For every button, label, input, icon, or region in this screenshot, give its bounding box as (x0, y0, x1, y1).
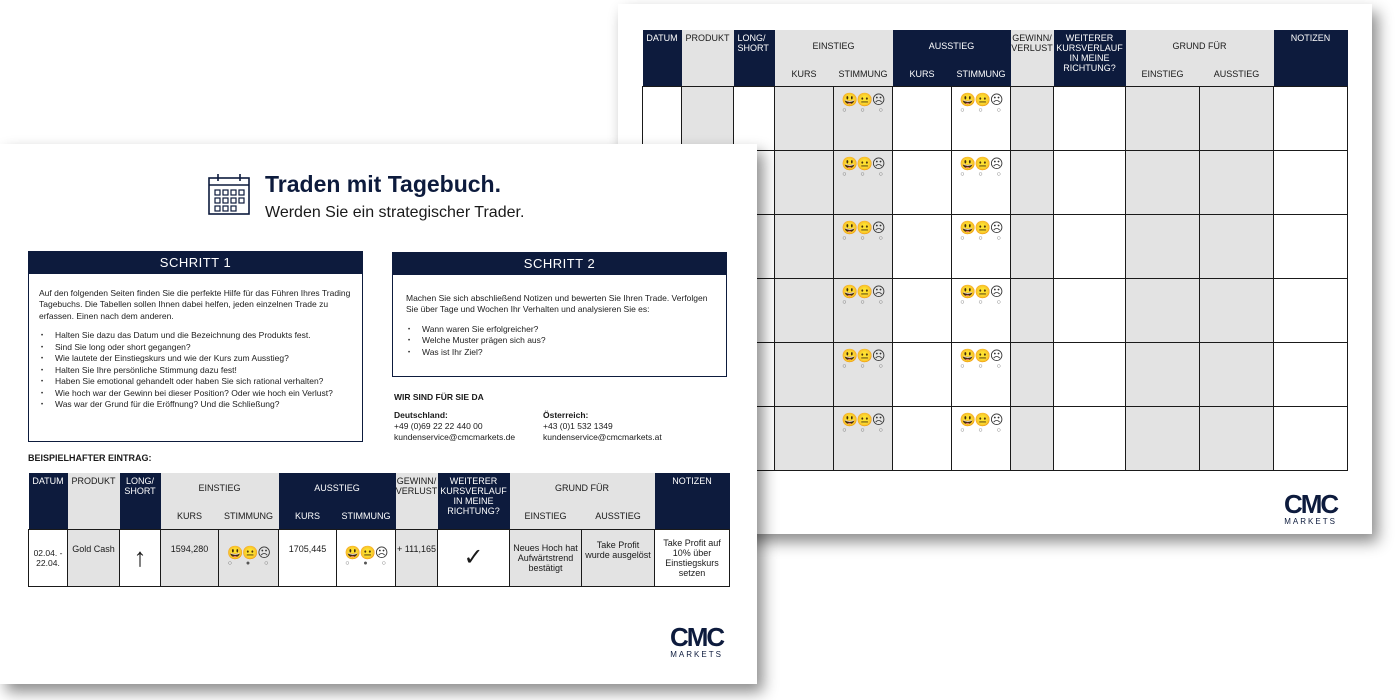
col-einstieg: EINSTIEG (161, 473, 279, 505)
journal-cell[interactable] (1200, 342, 1274, 406)
cell-produkt: Gold Cash (68, 529, 120, 586)
mood-faces-icon: 😃😐☹ (344, 545, 388, 561)
checkmark-icon: ✓ (438, 529, 510, 586)
journal-cell[interactable] (1274, 150, 1348, 214)
journal-cell[interactable] (1126, 214, 1200, 278)
journal-cell[interactable] (1011, 406, 1054, 470)
email-de[interactable]: kundenservice@cmcmarkets.de (394, 432, 516, 443)
col-gewinn-verlust: GEWINN/ VERLUST (396, 473, 438, 529)
col-grund-fuer: GRUND FÜR (510, 473, 655, 505)
mood-faces-icon: 😃😐☹ (841, 219, 885, 235)
journal-cell[interactable] (1200, 86, 1274, 150)
journal-cell[interactable] (1200, 150, 1274, 214)
journal-cell[interactable] (1200, 214, 1274, 278)
col-weiterer-kursverlauf: WEITERER KURSVERLAUF IN MEINE RICHTUNG? (438, 473, 510, 529)
mood-faces-icon: 😃😐☹ (841, 91, 885, 107)
page-title: Traden mit Tagebuch. (265, 171, 501, 197)
step-1-heading: SCHRITT 1 (29, 252, 362, 274)
journal-cell[interactable] (1126, 278, 1200, 342)
cell-ausstieg-stimmung (337, 529, 396, 586)
mood-selection: ○ ● ○ (227, 560, 275, 568)
mood-faces-icon: 😃😐☹ (841, 411, 885, 427)
journal-cell[interactable] (1011, 150, 1054, 214)
journal-cell[interactable] (1011, 278, 1054, 342)
cell-einstieg-kurs: 1594,280 (161, 529, 219, 586)
mood-selection[interactable]: ○ ○ ○ (960, 234, 1007, 242)
col-weiterer-kursverlauf: WEITERER KURSVERLAUF IN MEINE RICHTUNG? (1054, 30, 1126, 86)
journal-cell[interactable] (734, 86, 775, 150)
mood-faces-icon: 😃😐☹ (959, 347, 1003, 363)
cmc-markets-logo: CMC MARKETS (670, 622, 724, 659)
mood-selection[interactable]: ○ ○ ○ (842, 426, 889, 434)
col-produkt: PRODUKT (68, 473, 120, 529)
arrow-up-icon: ↑ (120, 529, 161, 586)
col-ausstieg: AUSSTIEG (279, 473, 396, 505)
mood-selection[interactable]: ○ ○ ○ (842, 362, 889, 370)
journal-cell[interactable] (1274, 86, 1348, 150)
journal-cell[interactable] (893, 150, 952, 214)
journal-cell[interactable] (893, 86, 952, 150)
journal-cell[interactable] (682, 86, 734, 150)
mood-selection[interactable]: ○ ○ ○ (960, 170, 1007, 178)
step-1-intro: Auf den folgenden Seiten finden Sie die perfekte Hilfe für das Führen Ihres Trading Tagebuchs. Die Tabellen sollen Ihnen dabei helfen, jeden einzelnen Trade zu erfassen. Einen nach dem anderen. (39, 288, 351, 321)
journal-cell[interactable] (893, 278, 952, 342)
col-long-short: LONG/ SHORT (734, 30, 775, 86)
contact-austria: Österreich: +43 (0)1 532 1349 kundenservice@cmcmarkets.at (543, 410, 662, 443)
mood-cell[interactable] (834, 214, 893, 278)
col-ausstieg-kurs: KURS (893, 64, 952, 86)
journal-cell[interactable] (775, 150, 834, 214)
journal-cell[interactable] (1054, 406, 1126, 470)
journal-cell[interactable] (1200, 406, 1274, 470)
col-grund-fuer: GRUND FÜR (1126, 30, 1274, 64)
journal-cell[interactable] (1274, 406, 1348, 470)
instruction-sheet (0, 144, 757, 684)
step-2-box (392, 252, 727, 377)
cell-datum: 02.04. - 22.04. (29, 529, 68, 586)
col-grund-ausstieg: AUSSTIEG (1200, 64, 1274, 86)
example-table (28, 473, 730, 587)
journal-cell[interactable] (1274, 342, 1348, 406)
contact-section (394, 392, 734, 443)
cmc-markets-logo: CMC MARKETS (1284, 489, 1338, 526)
list-item: • Welche Muster prägen sich aus? (406, 335, 716, 346)
journal-cell[interactable] (1126, 86, 1200, 150)
mood-faces-icon: 😃😐☹ (959, 155, 1003, 171)
col-produkt: PRODUKT (682, 30, 734, 86)
table-row (29, 529, 730, 586)
journal-cell[interactable] (1011, 214, 1054, 278)
journal-cell[interactable] (1054, 214, 1126, 278)
journal-cell[interactable] (1274, 214, 1348, 278)
cell-ausstieg-kurs: 1705,445 (279, 529, 337, 586)
mood-selection[interactable]: ○ ○ ○ (842, 106, 889, 114)
journal-cell[interactable] (1011, 342, 1054, 406)
col-einstieg-stimmung: STIMMUNG (219, 505, 279, 529)
col-gewinn-verlust: GEWINN/ VERLUST (1011, 30, 1054, 86)
col-datum: DATUM (643, 30, 682, 86)
col-ausstieg-stimmung: STIMMUNG (337, 505, 396, 529)
journal-cell[interactable] (1054, 342, 1126, 406)
phone-de: +49 (0)69 22 22 440 00 (394, 421, 483, 432)
mood-cell[interactable] (834, 150, 893, 214)
mood-cell[interactable] (952, 214, 1011, 278)
col-ausstieg: AUSSTIEG (893, 30, 1011, 64)
calendar-icon (208, 173, 250, 215)
list-item: • Wie hoch war der Gewinn bei dieser Position? Oder wie hoch ein Verlust? (39, 388, 352, 399)
page-subtitle: Werden Sie ein strategischer Trader. (265, 204, 525, 221)
mood-selection[interactable]: ○ ○ ○ (842, 170, 889, 178)
step-2-intro: Machen Sie sich abschließend Notizen und bewerten Sie Ihren Trade. Verfolgen Sie über Tage und Wochen Ihr Verhalten und analysieren Sie es: (406, 293, 708, 315)
contact-germany: Deutschland: +49 (0)69 22 22 440 00 kundenservice@cmcmarkets.de (394, 410, 516, 443)
mood-cell[interactable] (952, 278, 1011, 342)
list-item: • Wann waren Sie erfolgreicher? (406, 324, 716, 335)
col-einstieg-stimmung: STIMMUNG (834, 64, 893, 86)
journal-cell[interactable] (1274, 278, 1348, 342)
list-item: • Wie lautete der Einstiegskurs und wie der Kurs zum Ausstieg? (39, 353, 352, 364)
col-einstieg: EINSTIEG (775, 30, 893, 64)
mood-faces-icon: 😃😐☹ (841, 347, 885, 363)
cell-einstieg-stimmung (219, 529, 279, 586)
cell-grund-ausstieg: Take Profit wurde ausgelöst (582, 529, 655, 586)
list-item: • Halten Sie dazu das Datum und die Bezeichnung des Produkts fest. (39, 330, 352, 341)
phone-at: +43 (0)1 532 1349 (543, 421, 613, 432)
col-long-short: LONG/ SHORT (120, 473, 161, 529)
journal-cell[interactable] (775, 86, 834, 150)
journal-cell[interactable] (1126, 342, 1200, 406)
step-1-list (39, 330, 352, 410)
mood-selection[interactable]: ○ ○ ○ (842, 234, 889, 242)
col-einstieg-kurs: KURS (161, 505, 219, 529)
mood-selection[interactable]: ○ ○ ○ (960, 298, 1007, 306)
mood-faces-icon: 😃😐☹ (959, 283, 1003, 299)
mood-cell[interactable] (834, 278, 893, 342)
mood-cell[interactable] (952, 86, 1011, 150)
col-ausstieg-kurs: KURS (279, 505, 337, 529)
journal-cell[interactable] (775, 278, 834, 342)
journal-cell[interactable] (643, 86, 682, 150)
journal-cell[interactable] (893, 406, 952, 470)
table-row (643, 86, 1348, 150)
journal-cell[interactable] (775, 406, 834, 470)
mood-faces-icon: 😃😐☹ (959, 411, 1003, 427)
col-notizen: NOTIZEN (655, 473, 730, 529)
example-label: BEISPIELHAFTER EINTRAG: (28, 453, 152, 463)
col-einstieg-kurs: KURS (775, 64, 834, 86)
mood-cell[interactable] (834, 86, 893, 150)
col-notizen: NOTIZEN (1274, 30, 1348, 86)
col-datum: DATUM (29, 473, 68, 529)
mood-selection[interactable]: ○ ○ ○ (960, 426, 1007, 434)
journal-cell[interactable] (1054, 86, 1126, 150)
contact-title: WIR SIND FÜR SIE DA (394, 392, 484, 402)
step-2-list (406, 324, 716, 358)
cell-notizen: Take Profit auf 10% über Einstiegskurs setzen (655, 529, 730, 586)
step-1-box (28, 251, 363, 442)
email-at[interactable]: kundenservice@cmcmarkets.at (543, 432, 662, 443)
mood-faces-icon: 😃😐☹ (841, 283, 885, 299)
list-item: • Was ist Ihr Ziel? (406, 347, 716, 358)
list-item: • Haben Sie emotional gehandelt oder haben Sie sich rational verhalten? (39, 376, 352, 387)
journal-cell[interactable] (775, 342, 834, 406)
col-ausstieg-stimmung: STIMMUNG (952, 64, 1011, 86)
col-grund-ausstieg: AUSSTIEG (582, 505, 655, 529)
col-grund-einstieg: EINSTIEG (510, 505, 582, 529)
list-item: • Sind Sie long oder short gegangen? (39, 342, 352, 353)
list-item: • Was war der Grund für die Eröffnung? Und die Schließung? (39, 399, 352, 410)
journal-cell[interactable] (1054, 150, 1126, 214)
mood-cell[interactable] (952, 150, 1011, 214)
col-grund-einstieg: EINSTIEG (1126, 64, 1200, 86)
cell-grund-einstieg: Neues Hoch hat Aufwärtstrend bestätigt (510, 529, 582, 586)
mood-faces-icon: 😃😐☹ (841, 155, 885, 171)
mood-cell[interactable] (834, 342, 893, 406)
journal-cell[interactable] (1126, 150, 1200, 214)
journal-cell[interactable] (1200, 278, 1274, 342)
cell-gewinn: + 111,165 (396, 529, 438, 586)
mood-selection[interactable]: ○ ○ ○ (960, 106, 1007, 114)
mood-cell[interactable] (952, 342, 1011, 406)
step-2-heading: SCHRITT 2 (393, 253, 726, 275)
journal-cell[interactable] (1054, 278, 1126, 342)
mood-faces-icon: 😃😐☹ (227, 545, 270, 561)
mood-cell[interactable] (834, 406, 893, 470)
mood-cell[interactable] (952, 406, 1011, 470)
mood-selection[interactable]: ○ ○ ○ (842, 298, 889, 306)
journal-cell[interactable] (1011, 86, 1054, 150)
journal-cell[interactable] (893, 342, 952, 406)
mood-selection[interactable]: ○ ○ ○ (960, 362, 1007, 370)
mood-faces-icon: 😃😐☹ (959, 219, 1003, 235)
mood-faces-icon: 😃😐☹ (959, 91, 1003, 107)
mood-selection: ○ ● ○ (345, 560, 392, 568)
journal-cell[interactable] (893, 214, 952, 278)
journal-cell[interactable] (1126, 406, 1200, 470)
list-item: • Halten Sie Ihre persönliche Stimmung dazu fest! (39, 365, 352, 376)
journal-cell[interactable] (775, 214, 834, 278)
